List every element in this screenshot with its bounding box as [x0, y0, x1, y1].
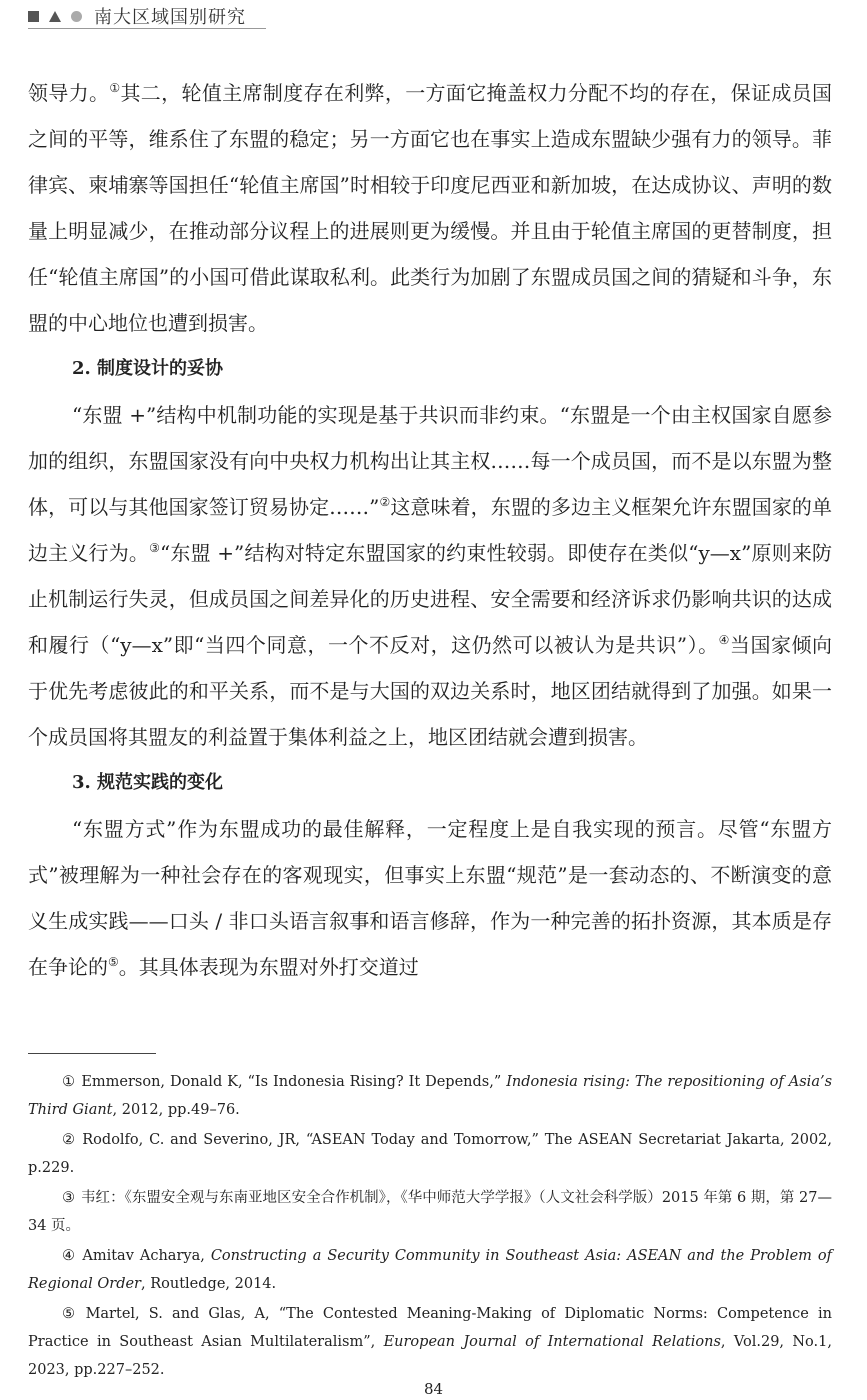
- footnote-mark: ④: [62, 1248, 77, 1264]
- footnote-text: , Routledge, 2014.: [141, 1276, 277, 1292]
- paragraph-text: 当国家倾向于优先考虑彼此的和平关系，而不是与大国的双边关系时，地区团结就得到了加强。如果一个成员国将其盟友的利益置于集体利益之上，地区团结就会遭到损害。: [28, 633, 833, 749]
- paragraph-text: 领导力。: [28, 81, 110, 105]
- footnote-4: [28, 1242, 832, 1298]
- footnote-text: 韦红：《东盟安全观与东南亚地区安全合作机制》，《华中师范大学学报》（人文社会科学版）2015 年第 6 期，第 27—34 页。: [28, 1190, 833, 1234]
- running-header: [28, 4, 246, 28]
- triangle-icon: [49, 11, 61, 22]
- footnote-mark: ⑤: [62, 1306, 80, 1322]
- paragraph-1: [28, 70, 832, 346]
- footnote-1: [28, 1068, 832, 1124]
- footnote-ref-1[interactable]: ①: [109, 81, 121, 95]
- footnote-text: Rodolfo, C. and Severino, JR, “ASEAN Today and Tomorrow,” The ASEAN Secretariat Jakarta, 2002, p.229.: [28, 1132, 833, 1176]
- footnote-text: Martel, S. and Glas, A, “The Contested Meaning-Making of Diplomatic Norms: Competence in Practice in Southeast Asian Multilateralism”,: [28, 1306, 832, 1350]
- footnote-text: Emmerson, Donald K, “Is Indonesia Rising? It Depends,”: [81, 1074, 507, 1090]
- footnote-ref-4[interactable]: ④: [718, 633, 730, 647]
- paragraph-2: [28, 392, 832, 760]
- footnote-text: , Vol.29, No.1, 2023, pp.227–252.: [28, 1334, 832, 1378]
- footnote-mark: ①: [62, 1074, 76, 1090]
- footnote-ref-3[interactable]: ③: [149, 541, 160, 555]
- footnotes: [28, 1068, 832, 1386]
- footnote-3: [28, 1184, 832, 1240]
- footnote-ref-2[interactable]: ②: [379, 495, 391, 509]
- footnote-2: [28, 1126, 832, 1182]
- page-number: 84: [423, 1380, 444, 1398]
- paragraph-text: “东盟方式”作为东盟成功的最佳解释，一定程度上是自我实现的预言。尽管“东盟方式”被理解为一种社会存在的客观现实，但事实上东盟“规范”是一套动态的、不断演变的意义生成实践——口头 / 非口头语言叙事和语言修辞，作为一种完善的拓扑资源，其本质是存在争论的: [28, 817, 832, 979]
- section-heading-3: 3. 规范实践的变化: [72, 772, 224, 793]
- footnote-title: Constructing a Security Community in Southeast Asia: ASEAN and the Problem of Regional Order: [28, 1248, 832, 1292]
- footnote-ref-5[interactable]: ⑤: [108, 955, 119, 969]
- paragraph-text: “东盟 +”结构对特定东盟国家的约束性较弱。即使存在类似“y—x”原则来防止机制运行失灵，但成员国之间差异化的历史进程、安全需要和经济诉求仍影响共识的达成和履行（“y—x”即“当四个同意，一个不反对，这仍然可以被认为是共识”）。: [28, 541, 833, 657]
- paragraph-text: 这意味着，东盟的多边主义框架允许东盟国家的单边主义行为。: [28, 495, 833, 565]
- paragraph-text: 其二，轮值主席制度存在利弊，一方面它掩盖权力分配不均的存在，保证成员国之间的平等，维系住了东盟的稳定；另一方面它也在事实上造成东盟缺少强有力的领导。菲律宾、柬埔寨等国担任“轮值主席国”时相较于印度尼西亚和新加坡，在达成协议、声明的数量上明显减少，在推动部分议程上的进展则更为缓慢。并且由于轮值主席国的更替制度，担任“轮值主席国”的小国可借此谋取私利。此类行为加剧了东盟成员国之间的猜疑和斗争，东盟的中心地位也遭到损害。: [28, 81, 833, 335]
- footnote-rule: [28, 1053, 156, 1054]
- header-rule: [28, 28, 266, 29]
- square-icon: [28, 11, 39, 22]
- journal-title: 南大区域国别研究: [94, 7, 246, 28]
- paragraph-3: [28, 806, 832, 990]
- paragraph-text: “东盟 +”结构中机制功能的实现是基于共识而非约束。“东盟是一个由主权国家自愿参加的组织，东盟国家没有向中央权力机构出让其主权……每一个成员国，而不是以东盟为整体，可以与其他国家签订贸易协定……”: [28, 403, 832, 519]
- paragraph-text: 。其具体表现为东盟对外打交道过: [118, 955, 419, 979]
- footnote-text: , 2012, pp.49–76.: [112, 1102, 240, 1118]
- footnote-text: Amitav Acharya,: [82, 1248, 211, 1264]
- section-heading-2: 2. 制度设计的妥协: [72, 358, 224, 379]
- footnote-mark: ②: [62, 1132, 77, 1148]
- footnote-title: Indonesia rising: The repositioning of Asia’s Third Giant: [28, 1074, 833, 1118]
- footnote-mark: ③: [62, 1190, 76, 1206]
- footnote-title: European Journal of International Relations: [383, 1334, 721, 1350]
- circle-icon: [71, 11, 82, 22]
- footnote-5: [28, 1300, 832, 1384]
- body-text: [28, 70, 832, 990]
